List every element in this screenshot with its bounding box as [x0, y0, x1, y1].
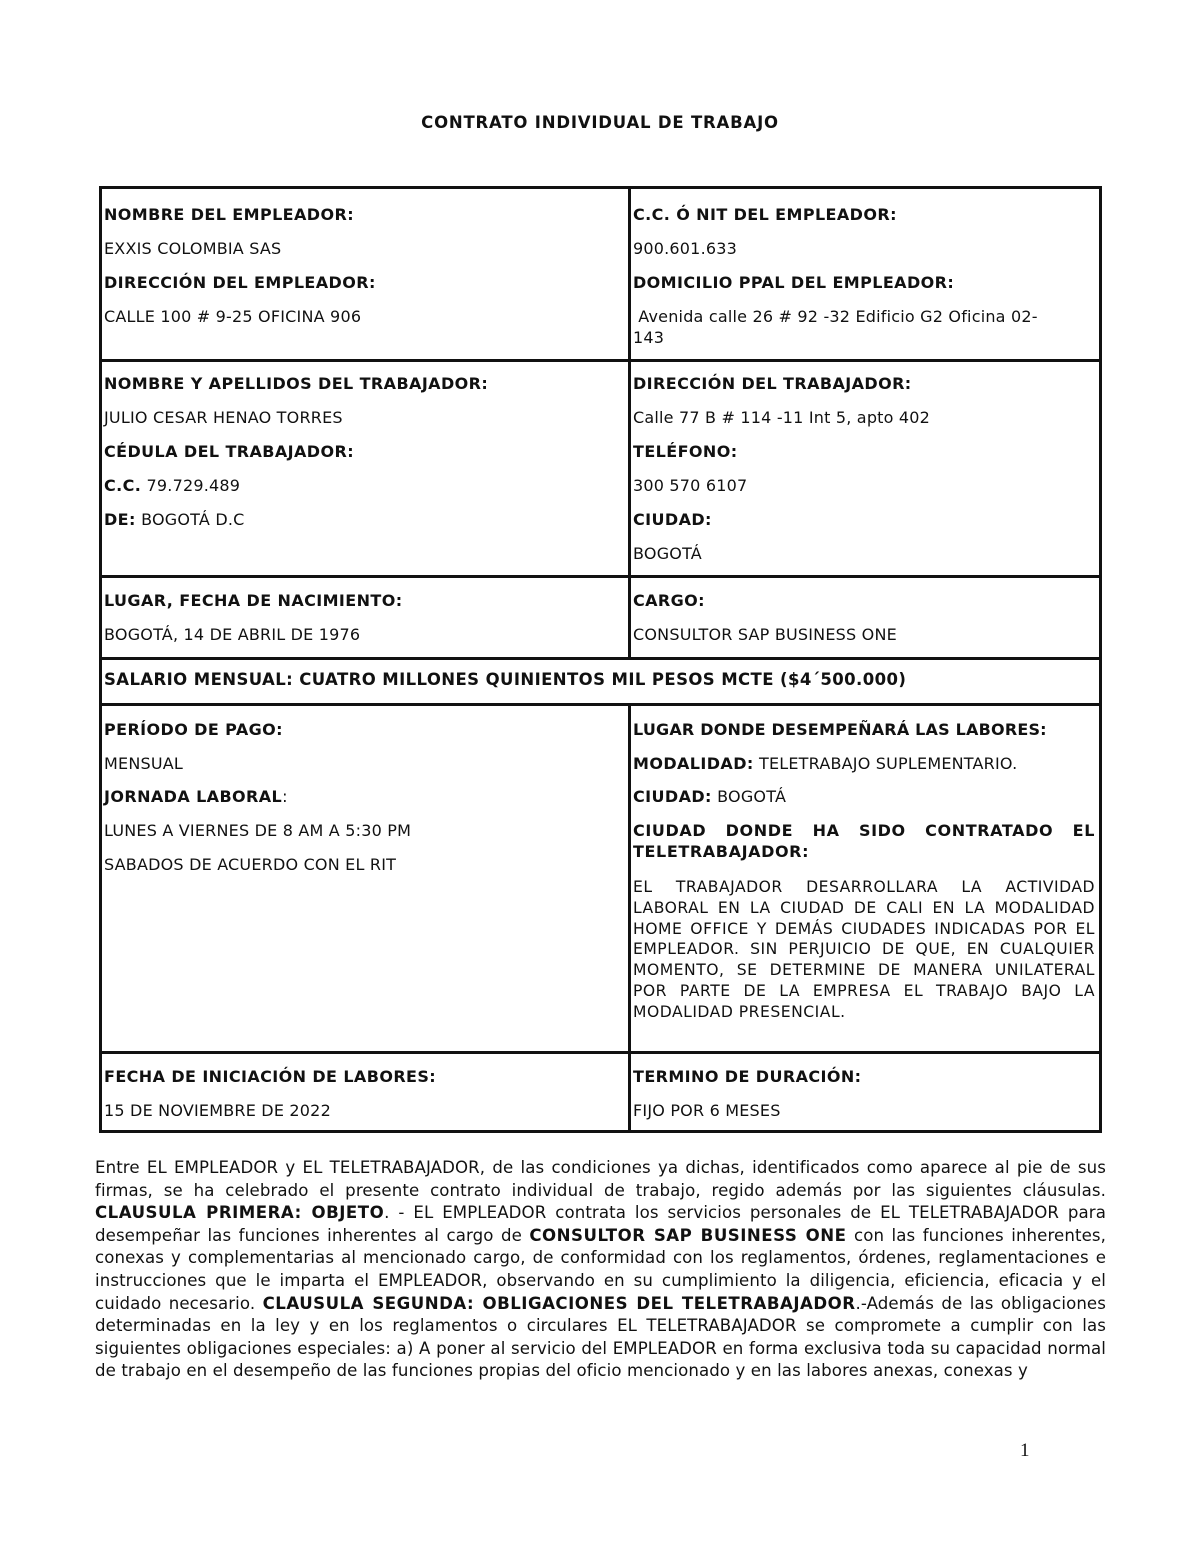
salary-text: SALARIO MENSUAL: CUATRO MILLONES QUINIENTOS MIL PESOS MCTE ($4´500.000): [104, 670, 907, 689]
employer-domicile-label: DOMICILIO PPAL DEL EMPLEADOR:: [633, 273, 955, 292]
modality-value: TELETRABAJO SUPLEMENTARIO.: [753, 754, 1018, 773]
workplace-label: LUGAR DONDE DESEMPEÑARÁ LAS LABORES:: [633, 720, 1047, 739]
worker-id-line: [104, 475, 624, 497]
workplace-right-cell: [628, 706, 1099, 1054]
body-intro: Entre EL EMPLEADOR y EL TELETRABAJADOR, de las condiciones ya dichas, identificados como aparece al pie de sus firmas, se ha celebrado el presente contrato individual de trabajo, regido además por las siguientes cláusulas.: [95, 1158, 1106, 1200]
birth-position-row: [102, 575, 1099, 660]
workday-colon: :: [282, 787, 288, 806]
workplace-city-label: CIUDAD:: [633, 787, 712, 806]
modality-line: [633, 753, 1095, 775]
employer-address: CALLE 100 # 9-25 OFICINA 906: [104, 307, 362, 326]
workday-line2: SABADOS DE ACUERDO CON EL RIT: [104, 855, 397, 874]
term-label: TERMINO DE DURACIÓN:: [633, 1067, 862, 1086]
birth-label: LUGAR, FECHA DE NACIMIENTO:: [104, 591, 403, 610]
worker-address-label: DIRECCIÓN DEL TRABAJADOR:: [633, 374, 912, 393]
clause-two-title: CLAUSULA SEGUNDA: OBLIGACIONES DEL TELETRABAJADOR: [262, 1293, 856, 1313]
employer-domicile-line2: 143: [633, 328, 665, 347]
employer-row: [102, 189, 1099, 359]
term-cell: [628, 1054, 1099, 1133]
workday-line1: LUNES A VIERNES DE 8 AM A 5:30 PM: [104, 821, 412, 840]
term-value: FIJO POR 6 MESES: [633, 1101, 781, 1120]
pay-left-cell: [102, 706, 628, 1054]
employer-domicile-line1: Avenida calle 26 # 92 -32 Edificio G2 Oficina 02-: [633, 307, 1038, 326]
pay-workplace-row: [102, 703, 1099, 1054]
phone-value: 300 570 6107: [633, 476, 748, 495]
hire-city-text: EL TRABAJADOR DESARROLLARA LA ACTIVIDAD LABORAL EN LA CIUDAD DE CALI EN LA MODALIDAD HOME OFFICE Y DEMÁS CIUDADES INDICADAS POR EL EMPLEADOR. SIN PERJUICIO DE QUE, EN CUALQUIER MOMENTO, SE DETERMINE DE MANERA UNILATERAL POR PARTE DE LA EMPRESA EL TRABAJO BAJO LA MODALIDAD PRESENCIAL.: [633, 878, 1095, 1021]
position-label: CARGO:: [633, 591, 705, 610]
birth-value: BOGOTÁ, 14 DE ABRIL DE 1976: [104, 625, 361, 644]
employer-left-cell: [102, 189, 628, 359]
worker-address: Calle 77 B # 114 -11 Int 5, apto 402: [633, 408, 931, 427]
clause-one-role: CONSULTOR SAP BUSINESS ONE: [529, 1225, 847, 1245]
worker-name: JULIO CESAR HENAO TORRES: [104, 408, 343, 427]
position-value: CONSULTOR SAP BUSINESS ONE: [633, 625, 897, 644]
employer-nit: 900.601.633: [633, 239, 737, 258]
workplace-city-line: [633, 786, 1095, 808]
employer-name-label: NOMBRE DEL EMPLEADOR:: [104, 205, 354, 224]
page-number: 1: [1020, 1440, 1030, 1461]
worker-id-from: BOGOTÁ D.C: [135, 510, 245, 529]
worker-name-label: NOMBRE Y APELLIDOS DEL TRABAJADOR:: [104, 374, 489, 393]
clause-one-text: . - EL EMPLEADOR contrata los servicios personales de EL TELETRABAJADOR para desempeñar las funciones inherentes al cargo de: [95, 1203, 1106, 1245]
workplace-city: BOGOTÁ: [711, 787, 787, 806]
employer-right-cell: [628, 189, 1099, 359]
pay-period: MENSUAL: [104, 754, 184, 773]
pay-period-label: PERÍODO DE PAGO:: [104, 720, 283, 739]
start-label: FECHA DE INICIACIÓN DE LABORES:: [104, 1067, 437, 1086]
contract-body-paragraph: [95, 1157, 1106, 1383]
worker-right-cell: [628, 362, 1099, 578]
worker-id: 79.729.489: [141, 476, 241, 495]
modality-label: MODALIDAD:: [633, 754, 754, 773]
clause-one-text-cont: con las funciones inherentes, conexas y complementarias al mencionado cargo, de conformidad con los reglamentos, órdenes, reglamentaciones e instrucciones que le imparta el EMPLEADOR, observando en su cumplimiento la diligencia, eficiencia, eficacia y el cuidado necesario.: [95, 1225, 1107, 1313]
employer-name: EXXIS COLOMBIA SAS: [104, 239, 282, 258]
phone-label: TELÉFONO:: [633, 442, 738, 461]
worker-city: BOGOTÁ: [633, 544, 702, 563]
worker-id-from-line: [104, 509, 624, 531]
clause-two-text: .-Además de las obligaciones determinadas en la ley y en los reglamentos o circulares EL TELETRABAJADOR se compromete a cumplir con las siguientes obligaciones especiales: a) A poner al servicio del EMPLEADOR en forma exclusiva toda su capacidad normal de trabajo en el desempeño de las funciones propias del oficio mencionado y en las labores anexas, conexas y: [95, 1293, 1106, 1381]
workday-label-line: [104, 786, 624, 808]
employer-address-label: DIRECCIÓN DEL EMPLEADOR:: [104, 273, 376, 292]
worker-id-label: CÉDULA DEL TRABAJADOR:: [104, 442, 355, 461]
page-title: CONTRATO INDIVIDUAL DE TRABAJO: [421, 113, 779, 132]
worker-id-prefix: C.C.: [104, 476, 142, 495]
position-cell: [628, 578, 1099, 660]
birth-cell: [102, 578, 628, 660]
worker-city-label: CIUDAD:: [633, 510, 712, 529]
salary-row: [102, 657, 1099, 706]
worker-left-cell: [102, 362, 628, 578]
clause-one-title: CLAUSULA PRIMERA: OBJETO: [95, 1203, 385, 1223]
start-cell: [102, 1054, 628, 1133]
hire-city-label: CIUDAD DONDE HA SIDO CONTRATADO EL TELETRABAJADOR:: [633, 821, 1095, 861]
contract-data-table: [99, 186, 1102, 1133]
workday-label: JORNADA LABORAL: [104, 787, 283, 806]
start-value: 15 DE NOVIEMBRE DE 2022: [104, 1101, 331, 1120]
employer-nit-label: C.C. Ó NIT DEL EMPLEADOR:: [633, 205, 897, 224]
worker-id-from-prefix: DE:: [104, 510, 136, 529]
start-term-row: [102, 1051, 1099, 1133]
worker-row: [102, 359, 1099, 578]
